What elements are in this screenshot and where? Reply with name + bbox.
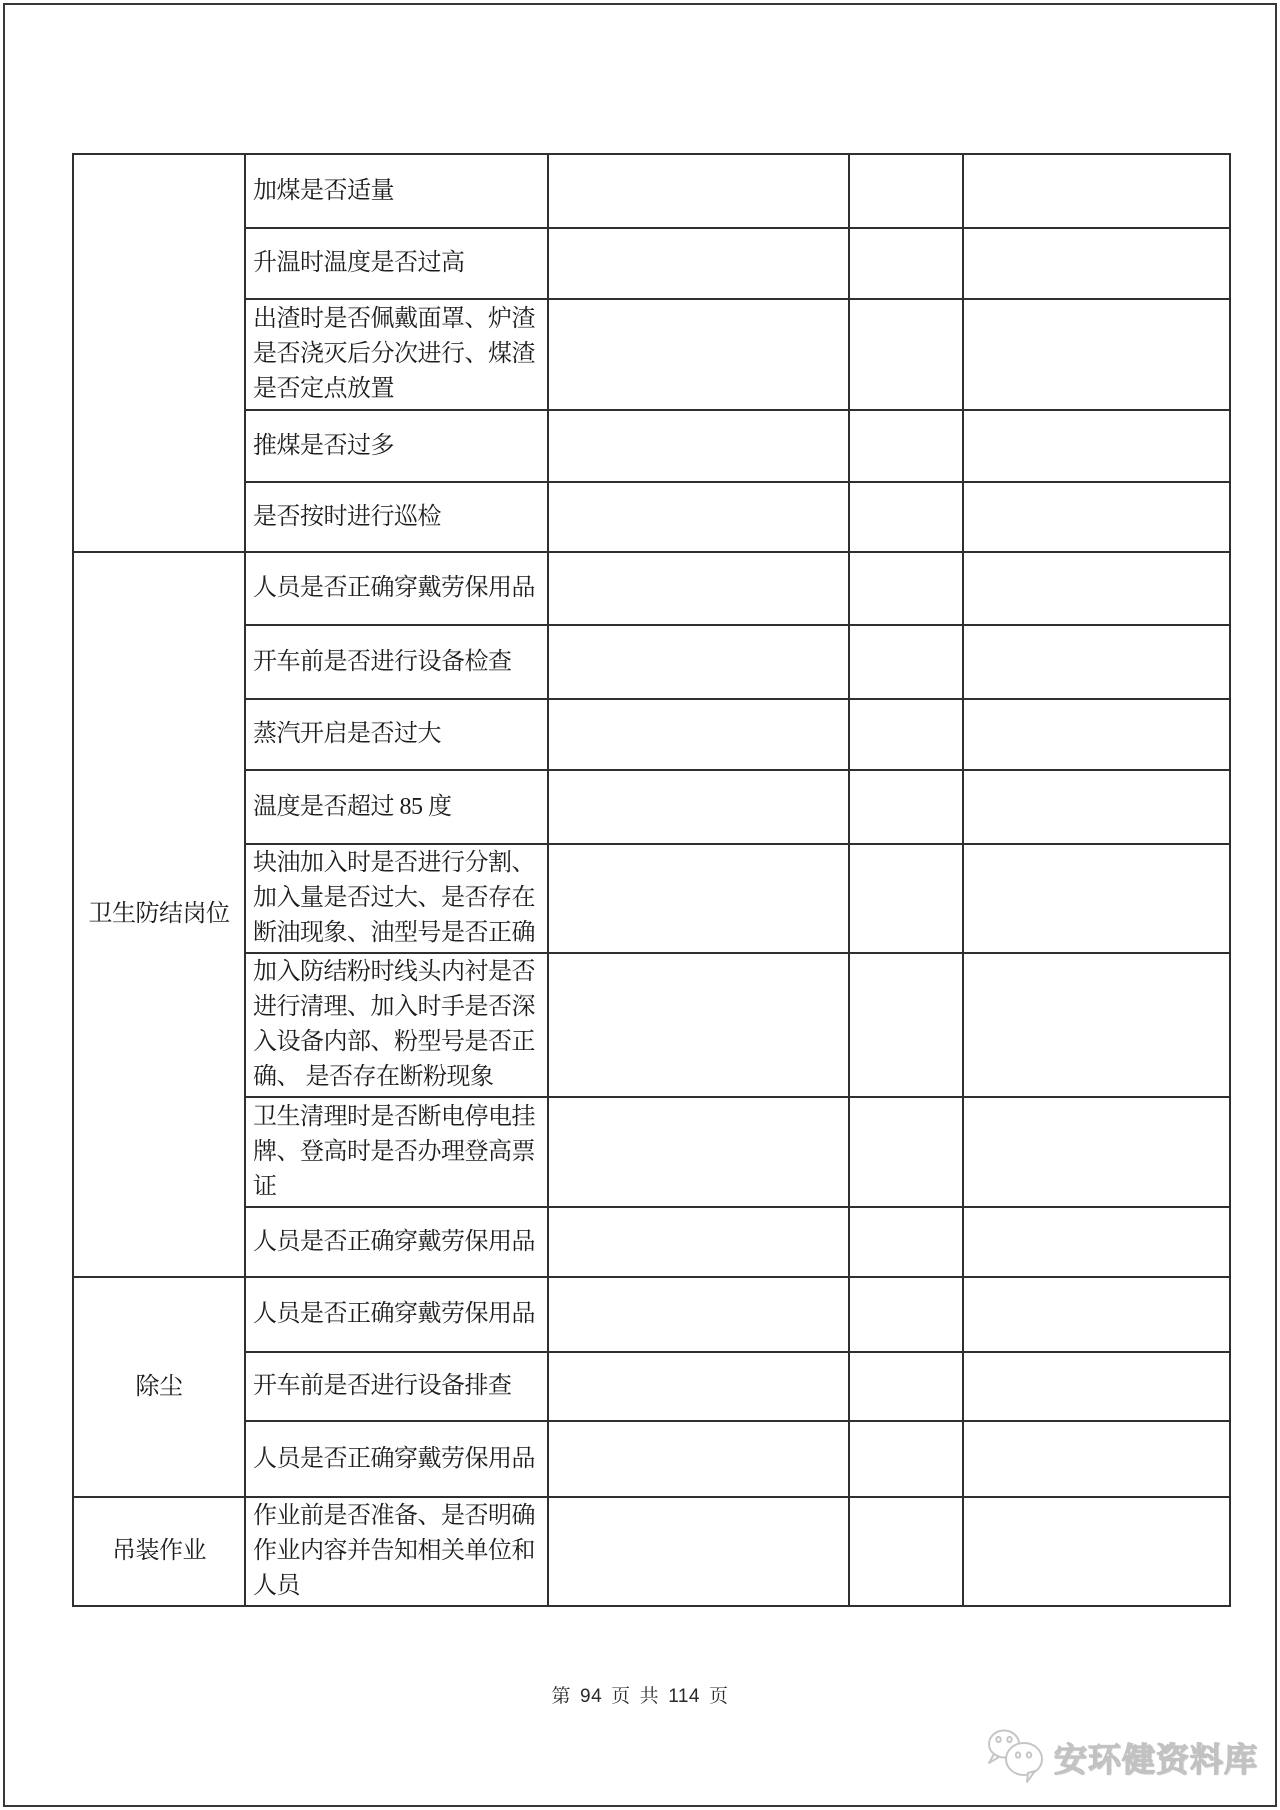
empty-cell — [548, 699, 849, 770]
empty-cell — [963, 953, 1230, 1097]
empty-cell — [963, 299, 1230, 410]
table-row — [73, 228, 1230, 299]
empty-cell — [548, 1421, 849, 1497]
empty-cell — [548, 410, 849, 482]
empty-cell — [963, 1277, 1230, 1352]
current-page-number: 94 — [580, 1686, 603, 1707]
watermark-logo — [982, 1726, 1258, 1789]
empty-cell — [963, 1207, 1230, 1277]
check-item-cell: 开车前是否进行设备检查 — [245, 625, 548, 699]
check-item-cell: 温度是否超过 85 度 — [245, 770, 548, 844]
table-row — [73, 770, 1230, 844]
table-row — [73, 844, 1230, 953]
table-row — [73, 1421, 1230, 1497]
table-row — [73, 410, 1230, 482]
empty-cell — [963, 228, 1230, 299]
check-item-cell: 推煤是否过多 — [245, 410, 548, 482]
category-cell-weishengfangjie: 卫生防结岗位 — [73, 552, 245, 1277]
empty-cell — [548, 1277, 849, 1352]
empty-cell — [963, 1097, 1230, 1207]
empty-cell — [963, 482, 1230, 552]
footer-label: 第 — [551, 1686, 572, 1707]
empty-cell — [548, 1352, 849, 1421]
empty-cell — [548, 1097, 849, 1207]
empty-cell — [548, 299, 849, 410]
table-row — [73, 953, 1230, 1097]
check-item-cell: 加入防结粉时线头内衬是否进行清理、加入时手是否深入设备内部、粉型号是否正确、 是否存在断粉现象 — [245, 953, 548, 1097]
empty-cell — [548, 844, 849, 953]
empty-cell — [963, 1421, 1230, 1497]
total-page-number: 114 — [668, 1686, 700, 1707]
empty-cell — [849, 1097, 963, 1207]
empty-cell — [548, 482, 849, 552]
table-row — [73, 1097, 1230, 1207]
empty-cell — [849, 770, 963, 844]
chat-bubbles-icon — [982, 1726, 1048, 1789]
check-item-cell: 是否按时进行巡检 — [245, 482, 548, 552]
empty-cell — [849, 625, 963, 699]
category-cell — [73, 154, 245, 552]
empty-cell — [548, 154, 849, 228]
footer-label: 共 — [639, 1686, 660, 1707]
footer-label: 页 — [708, 1686, 729, 1707]
empty-cell — [963, 154, 1230, 228]
empty-cell — [849, 552, 963, 625]
check-item-cell: 卫生清理时是否断电停电挂牌、登高时是否办理登高票证 — [245, 1097, 548, 1207]
check-item-cell: 人员是否正确穿戴劳保用品 — [245, 1277, 548, 1352]
check-item-cell: 人员是否正确穿戴劳保用品 — [245, 1207, 548, 1277]
check-item-cell: 块油加入时是否进行分割、加入量是否过大、是否存在断油现象、油型号是否正确 — [245, 844, 548, 953]
empty-cell — [849, 699, 963, 770]
empty-cell — [849, 1421, 963, 1497]
check-item-cell: 开车前是否进行设备排查 — [245, 1352, 548, 1421]
empty-cell — [849, 953, 963, 1097]
empty-cell — [963, 844, 1230, 953]
page-number-footer — [0, 1681, 1280, 1708]
empty-cell — [849, 1352, 963, 1421]
empty-cell — [963, 1497, 1230, 1606]
table-row — [73, 625, 1230, 699]
table-row — [73, 1207, 1230, 1277]
empty-cell — [963, 1352, 1230, 1421]
empty-cell — [963, 699, 1230, 770]
check-item-cell: 加煤是否适量 — [245, 154, 548, 228]
table-row — [73, 1352, 1230, 1421]
table-row — [73, 1277, 1230, 1352]
safety-checklist-table — [72, 153, 1231, 1607]
category-cell-chuchen: 除尘 — [73, 1277, 245, 1497]
check-item-cell: 人员是否正确穿戴劳保用品 — [245, 552, 548, 625]
table-row — [73, 699, 1230, 770]
empty-cell — [849, 228, 963, 299]
empty-cell — [849, 410, 963, 482]
category-cell-diaozhuang: 吊装作业 — [73, 1497, 245, 1606]
empty-cell — [963, 770, 1230, 844]
check-item-cell: 升温时温度是否过高 — [245, 228, 548, 299]
empty-cell — [849, 299, 963, 410]
empty-cell — [849, 154, 963, 228]
table-row — [73, 154, 1230, 228]
empty-cell — [963, 410, 1230, 482]
table-row — [73, 552, 1230, 625]
check-item-cell: 出渣时是否佩戴面罩、炉渣是否浇灭后分次进行、煤渣是否定点放置 — [245, 299, 548, 410]
empty-cell — [849, 1277, 963, 1352]
empty-cell — [548, 1207, 849, 1277]
empty-cell — [548, 228, 849, 299]
empty-cell — [548, 953, 849, 1097]
watermark-text: 安环健资料库 — [1054, 1741, 1258, 1778]
table-row — [73, 1497, 1230, 1606]
footer-label: 页 — [611, 1686, 631, 1707]
empty-cell — [963, 625, 1230, 699]
check-item-cell: 作业前是否准备、是否明确作业内容并告知相关单位和人员 — [245, 1497, 548, 1606]
empty-cell — [849, 1497, 963, 1606]
empty-cell — [849, 482, 963, 552]
empty-cell — [963, 552, 1230, 625]
table-row — [73, 299, 1230, 410]
empty-cell — [548, 625, 849, 699]
table-row — [73, 482, 1230, 552]
check-item-cell: 蒸汽开启是否过大 — [245, 699, 548, 770]
empty-cell — [548, 552, 849, 625]
empty-cell — [548, 770, 849, 844]
empty-cell — [849, 1207, 963, 1277]
empty-cell — [849, 844, 963, 953]
check-item-cell: 人员是否正确穿戴劳保用品 — [245, 1421, 548, 1497]
empty-cell — [548, 1497, 849, 1606]
